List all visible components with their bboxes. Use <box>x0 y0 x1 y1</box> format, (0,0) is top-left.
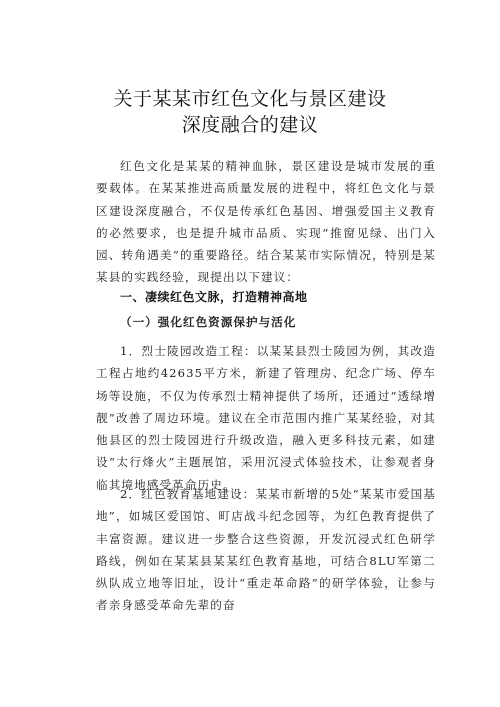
item-1-paragraph: 1．烈士陵园改造工程：以某某县烈士陵园为例，其改造工程占地约42635平方米，新建了管理房、纪念广场、停车场等设施，不仅为传承烈士精神提供了场所，还通过“透绿增靓”改善了周边环境。建议在全市范围内推广某某经验，对其他县区的烈士陵园进行升级改造，融入更多科技元素，如建设“太行烽火”主题展馆，采用沉浸式体验技术，让参观者身临其境地感受革命历史。 <box>96 344 436 492</box>
document-title-line-1: 关于某某市红色文化与景区建设 <box>113 88 387 110</box>
subsection-1-heading: （一）强化红色资源保护与活化 <box>120 315 297 329</box>
item-2-paragraph: 2．红色教育基地建设：某某市新增的5处“某某市爱国基地”，如城区爱国馆、町店战斗纪念园等，为红色教育提供了丰富资源。建议进一步整合这些资源，开发沉浸式红色研学路线，例如在某某县某某红色教育基地，可结合8LU军第二纵队成立地等旧址，设计“重走革命路”的研学体验，让参与者亲身感受革命先辈的奋 <box>96 487 436 613</box>
intro-paragraph: 红色文化是某某的精神血脉，景区建设是城市发展的重要载体。在某某推进高质量发展的进程中，将红色文化与景区建设深度融合，不仅是传承红色基因、增强爱国主义教育的必然要求，也是提升城市品质、实现“推窗见绿、出门入园、转角遇美”的重要路径。结合某某市实际情况，特别是某某县的实践经验，现提出以下建议： <box>96 159 436 285</box>
document-title-line-2: 深度融合的建议 <box>181 114 319 136</box>
section-1-heading: 一、凄续红色文脉，打造精神高地 <box>120 290 308 304</box>
